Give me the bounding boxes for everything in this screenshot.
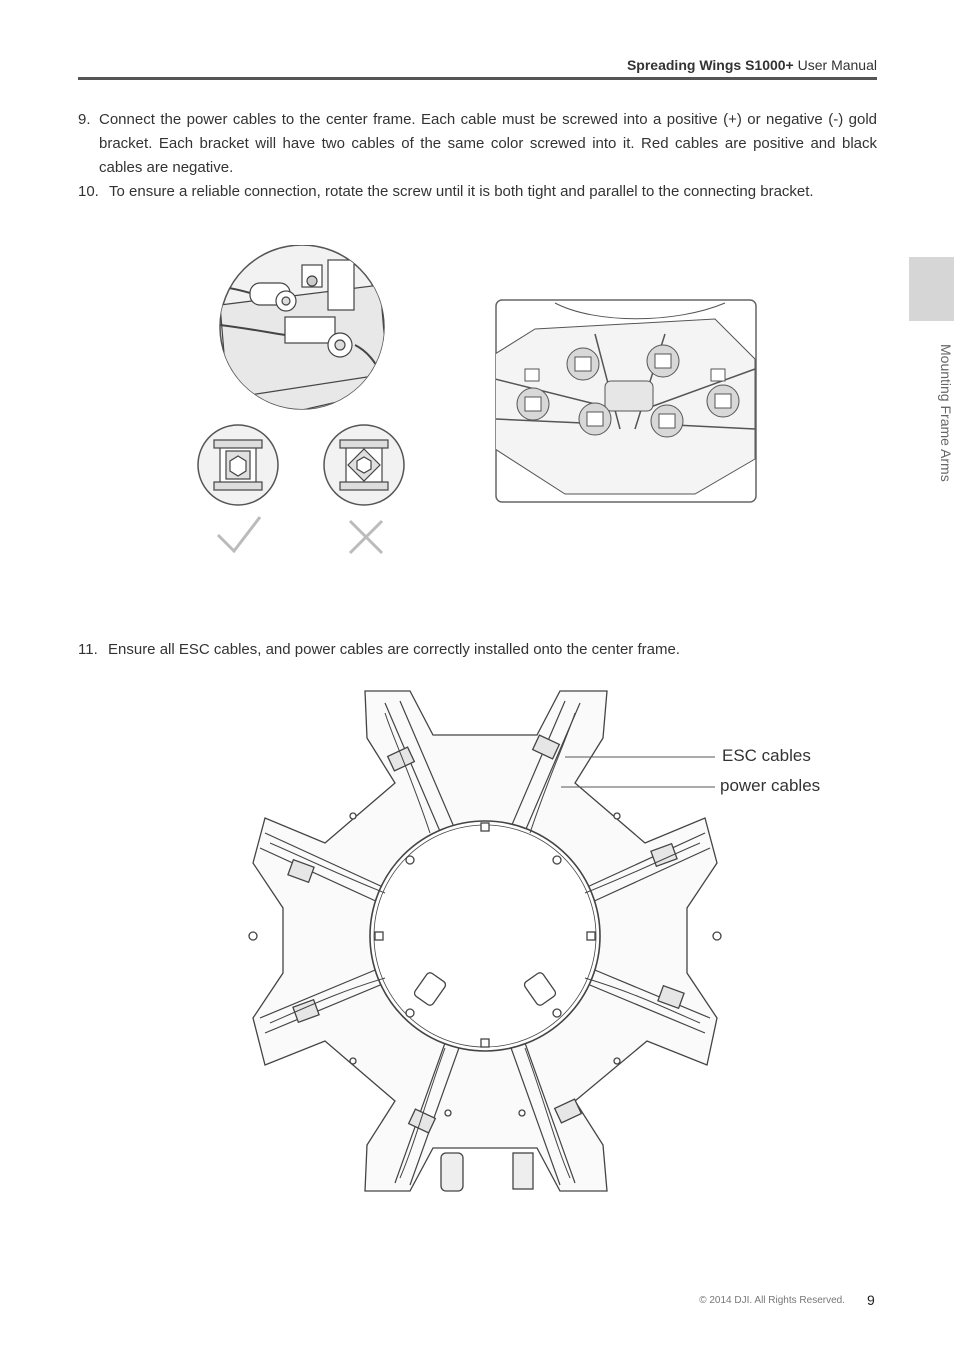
step-text: Connect the power cables to the center frame. Each cable must be screwed into a positive (+) or negative (-) gold bracket. Each bracket will have two cables of the same color screwed into it. Red cables are positive and black cables are negative. — [99, 111, 877, 176]
check-icon — [218, 517, 260, 551]
page-number: 9 — [867, 1292, 875, 1308]
step-number: 11. — [78, 641, 98, 658]
center-frame-top-view — [235, 683, 735, 1203]
step-number: 9. — [78, 111, 91, 128]
step-11-block — [78, 638, 877, 662]
header-rule — [78, 77, 877, 80]
instruction-steps — [78, 108, 877, 204]
power-cables-label: power cables — [720, 776, 821, 795]
doc-type: User Manual — [797, 57, 877, 73]
side-tab-label: Mounting Frame Arms — [938, 344, 954, 482]
correct-orientation-view — [198, 425, 278, 505]
step-text: Ensure all ESC cables, and power cables are correctly installed onto the center frame. — [108, 641, 680, 658]
step-number: 10. — [78, 183, 99, 200]
product-name: Spreading Wings S1000+ — [626, 57, 794, 73]
page-header — [627, 57, 877, 73]
incorrect-orientation-view — [324, 425, 404, 505]
step-text: To ensure a reliable connection, rotate the screw until it is both tight and parallel to the connecting bracket. — [109, 183, 814, 200]
center-frame-isometric-view — [495, 299, 757, 503]
step-9 — [78, 108, 877, 180]
esc-cables-label: ESC cables — [722, 746, 811, 765]
side-tab-marker — [909, 257, 954, 321]
copyright-footer: © 2014 DJI. All Rights Reserved. — [699, 1295, 845, 1306]
bracket-detail-illustration — [190, 245, 450, 565]
cross-icon — [350, 521, 382, 553]
step-11 — [78, 638, 877, 662]
step-10 — [78, 180, 877, 204]
